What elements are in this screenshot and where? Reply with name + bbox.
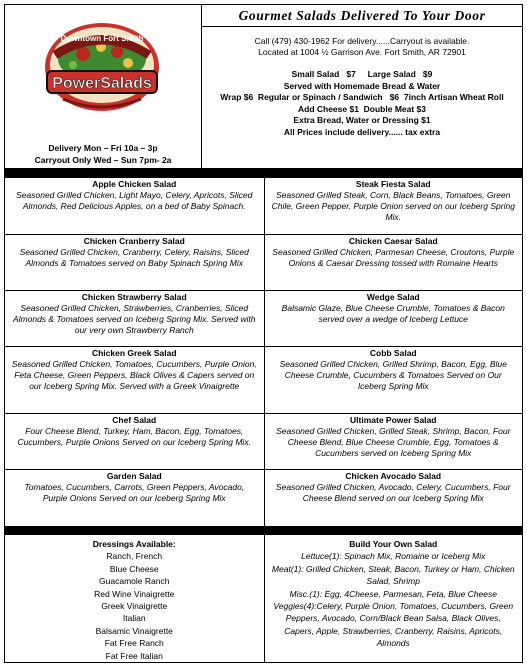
dressing-item: Fat Free Italian — [105, 650, 163, 661]
salad-row — [5, 291, 522, 347]
salad-item — [5, 347, 264, 413]
header — [5, 5, 522, 169]
salad-description: Seasoned Grilled Chicken, Cranberry, Celery, Raisins, Sliced Almonds & Tomatoes served on Baby Spinach Spring Mix — [19, 247, 249, 268]
build-line: Lettuce(1): Spinach Mix, Romaine or Iceberg Mix — [301, 551, 486, 562]
salad-row — [5, 470, 522, 527]
salad-item — [5, 414, 264, 469]
dressing-item: Ranch, French — [106, 551, 163, 562]
salad-name: Chicken Strawberry Salad — [81, 292, 187, 302]
dressings-panel — [5, 535, 264, 662]
salad-item — [264, 470, 523, 526]
pricing-line: Wrap $6 Regular or Spinach / Sandwich $6 7inch Artisan Wheat Roll — [220, 92, 504, 103]
salad-name: Apple Chicken Salad — [92, 179, 177, 189]
build-line: Meat(1): Grilled Chicken, Steak, Bacon, Turkey or Ham, Chicken Salad, Shrimp — [271, 563, 515, 587]
dressing-item: Italian — [122, 613, 146, 624]
salad-description: Seasoned Grilled Chicken, Grilled Steak, Shrimp, Bacon, Four Cheese Blend, Blue Cheese Crumble, Egg, Tomatoes & Cucumbers served on Iceberg Spring Mix — [276, 426, 511, 458]
salad-name: Chicken Greek Salad — [91, 348, 177, 358]
pricing-line: All Prices include delivery...... tax extra — [283, 126, 441, 137]
salad-description: Seasoned Grilled Chicken, Strawberries, Cranberries, Sliced Almonds & Tomatoes served on Iceberg Spring Mix. Served with our very own Strawberry Ranch — [12, 303, 256, 335]
salad-description: Seasoned Grilled Chicken, Parmesan Cheese, Croutons, Purple Onions & Caesar Dressing tossed with Romaine Hearts — [272, 247, 515, 268]
salad-row — [5, 235, 522, 291]
salad-description: Four Cheese Blend, Turkey, Ham, Bacon, Egg, Tomatoes, Cucumbers, Purple Onions Served on our Iceberg Spring Mix. — [17, 426, 251, 447]
salad-name: Wedge Salad — [366, 292, 420, 302]
pricing-line: Served with Homemade Bread & Water — [283, 80, 441, 91]
salad-description: Tomatoes, Cucumbers, Carrots, Green Peppers, Avocado, Purple Onions Served on our Iceberg Spring Mix — [24, 482, 245, 503]
salad-name: Steak Fiesta Salad — [355, 179, 431, 189]
extras-section — [5, 535, 522, 662]
menu-page — [4, 4, 523, 663]
salad-description: Seasoned Grilled Chicken, Grilled Shrimp, Bacon, Egg, Blue Cheese Crumble, Cucumbers & Tomatoes Served on Our Iceberg Spring Mix — [279, 359, 507, 391]
salad-item — [5, 291, 264, 346]
dressing-item: Guacamole Ranch — [99, 576, 170, 587]
page-title: Gourmet Salads Delivered To Your Door — [202, 5, 522, 27]
powersalads-logo — [43, 19, 161, 115]
salad-description: Balsamic Glaze, Blue Cheese Crumble, Tomatoes & Bacon served over a wedge of Iceberg Lettuce — [281, 303, 505, 324]
carryout-hours: Carryout Only Wed – Sun 7pm- 2a — [34, 155, 172, 165]
contact-info — [202, 36, 522, 58]
header-info — [202, 5, 522, 168]
address-line: Located at 1004 ½ Garrison Ave. Fort Smith, AR 72901 — [258, 47, 466, 57]
delivery-hours: Delivery Mon – Fri 10a – 3p — [48, 143, 158, 153]
salad-row — [5, 347, 522, 414]
salad-name: Cobb Salad — [369, 348, 417, 358]
salad-item — [5, 470, 264, 526]
build-options — [271, 550, 517, 649]
dressing-item: Balsamic Vinaigrette — [95, 625, 173, 636]
build-line: Veggies(4):Celery, Purple Onion, Tomatoes, Cucumbers, Green Peppers, Avocado, Corn/Black Bean Salsa, Black Olives, Capers, Apple, Strawberries, Cranberry, Raisins, Apricots, Almonds — [273, 601, 514, 649]
pricing-info — [202, 69, 522, 139]
salad-name: Chef Salad — [112, 415, 157, 425]
salad-grid — [5, 178, 522, 527]
salad-description: Seasoned Grilled Steak, Corn, Black Beans, Tomatoes, Green Chile, Green Pepper, Purple Onion served on our Iceberg Spring Mix. — [271, 190, 515, 222]
logo-top-text: Downtown Fort Smith — [60, 34, 144, 43]
salad-name: Chicken Cranberry Salad — [83, 236, 185, 246]
salad-item — [264, 235, 523, 290]
pricing-line: Extra Bread, Water or Dressing $1 — [293, 115, 431, 126]
salad-name: Ultimate Power Salad — [350, 415, 437, 425]
salad-row — [5, 414, 522, 470]
salad-item — [5, 178, 264, 234]
dressing-item: Red Wine Vinaigrette — [94, 588, 175, 599]
build-heading: Build Your Own Salad — [349, 539, 438, 549]
salad-description: Seasoned Grilled Chicken, Avocado, Celery, Cucumbers, Four Cheese Blend served on our Iceberg Spring Mix — [275, 482, 511, 503]
salad-name: Chicken Caesar Salad — [348, 236, 438, 246]
divider-bar — [5, 169, 522, 178]
salad-item — [264, 347, 523, 413]
divider-bar — [5, 527, 522, 535]
logo-brand-text: PowerSalads — [52, 75, 152, 92]
dressing-item: Fat Free Ranch — [104, 638, 164, 649]
salad-description: Seasoned Grilled Chicken, Light Mayo, Celery, Apricots, Sliced Almonds, Red Delicious Apples, on a bed of Baby Spinach. — [16, 190, 253, 211]
build-line: Misc.(1): Egg, 4Cheese, Parmesan, Feta, Blue Cheese — [289, 588, 497, 599]
dressings-heading: Dressings Available: — [92, 539, 176, 549]
phone-line: Call (479) 430-1962 For delivery......Carryout is available. — [254, 36, 470, 46]
pricing-line: Small Salad $7 Large Salad $9 — [291, 69, 433, 79]
salad-name: Garden Salad — [106, 471, 162, 481]
logo-panel — [5, 5, 202, 168]
pricing-line: Add Cheese $1 Double Meat $3 — [297, 103, 426, 114]
salad-description: Seasoned Grilled Chicken, Tomatoes, Cucumbers, Purple Onion, Feta Cheese, Green Peppers, Black Olives & Capers served on our Iceberg Spring Mix. Served with a Greek Vinaigrette — [11, 359, 257, 391]
build-your-own-panel — [264, 535, 523, 662]
salad-item — [264, 291, 523, 346]
salad-name: Chicken Avocado Salad — [345, 471, 442, 481]
salad-row — [5, 178, 522, 235]
salad-item — [264, 178, 523, 234]
dressing-item: Greek Vinaigrette — [101, 601, 168, 612]
salad-item — [5, 235, 264, 290]
dressing-item: Blue Cheese — [109, 563, 159, 574]
salad-item — [264, 414, 523, 469]
